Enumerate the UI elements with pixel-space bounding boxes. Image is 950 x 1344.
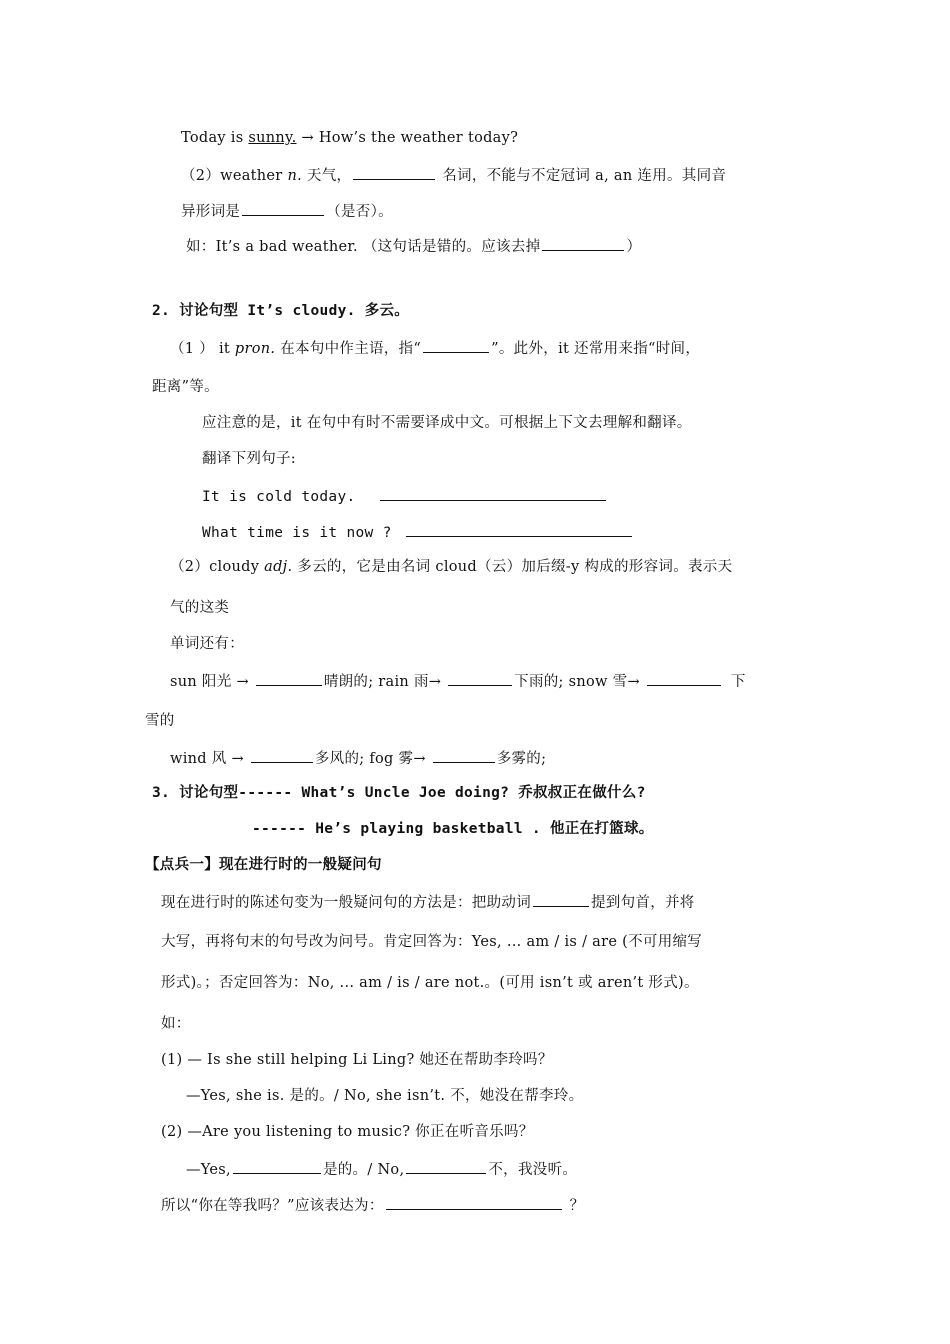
section-3-heading: 3. 讨论句型------ What’s Uncle Joe doing? 乔叔叔正在做什么? [152,785,646,801]
text: ？ [569,1198,585,1214]
part-of-speech: pron. [234,341,276,357]
text: 是的。/ No, [322,1162,405,1178]
answer-blank[interactable] [256,670,322,686]
rule-line-2: 大写，再将句末的句号改为问号。肯定回答为：Yes, ... am / is / are (不可用缩写 [161,934,703,950]
text: 多雾的; [496,751,547,767]
answer-blank[interactable] [380,485,606,501]
text: （是否）。 [326,204,393,220]
arrow-icon: → [627,674,645,690]
arrow-icon: → [301,130,314,146]
text: sun 阳光 [170,674,237,690]
text: 下雨的; snow 雪 [514,674,628,690]
text: 多云的，它是由名词 cloud（云）加后缀-y 构成的形容词。表示天 [292,559,733,575]
note-line: 应注意的是，it 在句中有时不需要译成中文。可根据上下文去理解和翻译。 [202,415,692,431]
arrow-icon: → [413,751,431,767]
text-line: 单词还有： [170,636,244,652]
text: wind 风 [170,751,232,767]
answer-blank[interactable] [242,200,324,216]
text: 现在进行时的陈述句变为一般疑问句的方法是：把助动词 [161,895,531,911]
text: 在本句中作主语，指“ [275,341,422,357]
example-2-question: (2) —Are you listening to music? 你正在听音乐吗？ [161,1124,534,1140]
example-line-sunny [181,128,518,148]
arrow-icon: → [236,674,249,690]
translate-sentence-1 [202,485,608,507]
underlined-word: sunny. [248,130,297,146]
translate-title: 翻译下列句子: [202,451,296,467]
text: 不，我没听。 [488,1162,578,1178]
answer-blank[interactable] [448,670,512,686]
text: What time is it now ? [202,525,392,541]
example-1-question: (1) — Is she still helping Li Ling? 她还在帮助李玲吗？ [161,1052,553,1068]
answer-blank[interactable] [251,747,313,763]
answer-blank[interactable] [533,891,589,907]
text: 所以“你在等我吗？”应该表达为： [161,1198,384,1214]
weather-note-line [181,164,726,186]
text: 下 [730,674,746,690]
answer-blank[interactable] [406,1158,486,1174]
tip-title: 【点兵一】现在进行时的一般疑问句 [145,856,382,873]
answer-blank[interactable] [542,235,624,251]
part-of-speech: adj. [264,559,293,575]
final-question [161,1194,584,1216]
text-line: 雪的 [145,713,175,729]
rule-line-1 [161,891,695,913]
section-3-subheading: ------ He’s playing basketball . 他正在打篮球。 [252,821,654,837]
text: It is cold today. [202,489,356,505]
text: —Yes, [186,1162,231,1178]
answer-blank[interactable] [433,747,495,763]
text: （2）weather [181,168,288,184]
text: 如：It’s a bad weather. （这句话是错的。应该去掉 [186,239,541,255]
cloudy-adj-line [170,557,732,577]
arrow-icon: → [231,751,249,767]
weather-words-line-2 [170,747,546,769]
text: 名词，不能与不定冠词 a, an 连用。其同音 [437,168,727,184]
example-label: 如： [161,1016,191,1032]
arrow-icon: → [428,674,447,690]
text: （2）cloudy [170,559,265,575]
example-2-answer [186,1158,577,1180]
text: 异形词是 [181,204,241,220]
example-1-answer: —Yes, she is. 是的。/ No, she isn’t. 不，她没在帮李玲。 [186,1088,584,1104]
text-line: 距离”等。 [152,379,219,395]
section-2-heading: 2. 讨论句型 It’s cloudy. 多云。 [152,303,410,319]
answer-blank[interactable] [353,164,435,180]
text: ） [626,239,642,255]
text: 多风的; fog 雾 [314,751,414,767]
answer-blank[interactable] [423,337,489,353]
weather-words-line-1 [170,670,746,692]
text: 提到句首，并将 [591,895,695,911]
answer-blank[interactable] [386,1194,562,1210]
text: 天气， [302,168,352,184]
translate-sentence-2 [202,521,634,543]
text-line: 气的这类 [170,600,230,616]
text: （1 ） it [170,341,235,357]
part-of-speech: n. [287,168,303,184]
answer-blank[interactable] [233,1158,321,1174]
homophone-line [181,200,393,222]
text: Today is [181,130,249,146]
bad-weather-example [186,235,641,257]
rule-line-3: 形式)。；否定回答为：No, ... am / is / are not.。(可用 isn’t 或 aren’t 形式)。 [161,975,699,991]
answer-blank[interactable] [647,670,721,686]
text: ”。此外，it 还常用来指“时间， [491,341,701,357]
text: How’s the weather today? [313,130,519,146]
answer-blank[interactable] [406,521,632,537]
it-pron-line [170,337,700,359]
text: 晴朗的; rain 雨 [323,674,429,690]
